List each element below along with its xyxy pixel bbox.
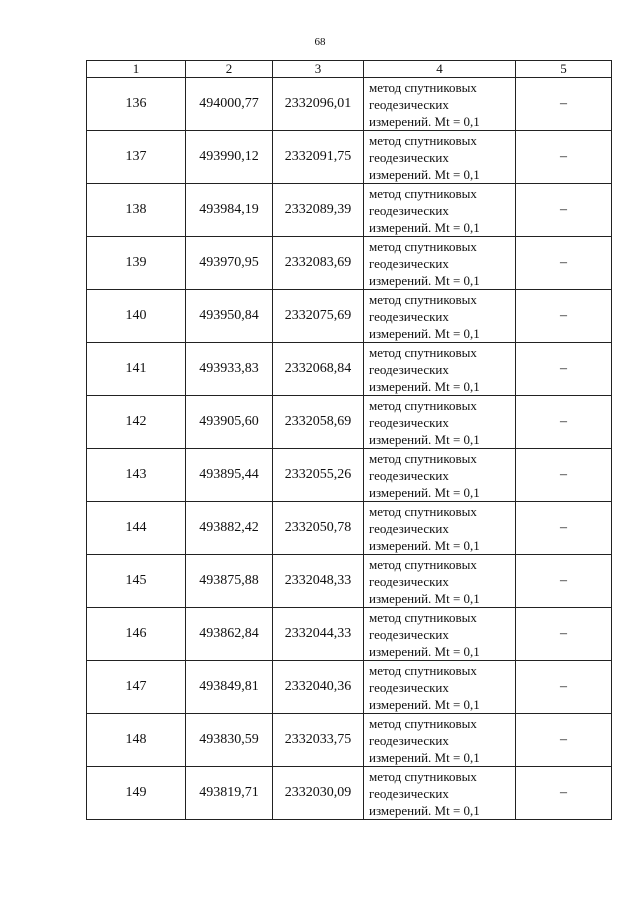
coord-y: 2332050,78 bbox=[273, 502, 364, 555]
coord-x: 493819,71 bbox=[186, 767, 273, 820]
point-number: 140 bbox=[87, 290, 186, 343]
note: – bbox=[516, 502, 612, 555]
coord-y: 2332048,33 bbox=[273, 555, 364, 608]
method-description: метод спутниковых геодезических измерений. Mt = 0,1 bbox=[364, 661, 516, 714]
point-number: 142 bbox=[87, 396, 186, 449]
table-row bbox=[87, 78, 612, 131]
table-row bbox=[87, 184, 612, 237]
table-row bbox=[87, 608, 612, 661]
coord-y: 2332075,69 bbox=[273, 290, 364, 343]
note: – bbox=[516, 78, 612, 131]
note: – bbox=[516, 449, 612, 502]
coord-y: 2332096,01 bbox=[273, 78, 364, 131]
coord-y: 2332044,33 bbox=[273, 608, 364, 661]
method-description: метод спутниковых геодезических измерений. Mt = 0,1 bbox=[364, 714, 516, 767]
note: – bbox=[516, 555, 612, 608]
note: – bbox=[516, 184, 612, 237]
header-col-4: 4 bbox=[364, 61, 516, 78]
method-description: метод спутниковых геодезических измерений. Mt = 0,1 bbox=[364, 237, 516, 290]
coord-x: 493849,81 bbox=[186, 661, 273, 714]
coord-y: 2332033,75 bbox=[273, 714, 364, 767]
coord-x: 493984,19 bbox=[186, 184, 273, 237]
coord-y: 2332089,39 bbox=[273, 184, 364, 237]
table-row bbox=[87, 343, 612, 396]
point-number: 146 bbox=[87, 608, 186, 661]
method-description: метод спутниковых геодезических измерений. Mt = 0,1 bbox=[364, 608, 516, 661]
header-col-5: 5 bbox=[516, 61, 612, 78]
coord-y: 2332055,26 bbox=[273, 449, 364, 502]
coord-x: 493875,88 bbox=[186, 555, 273, 608]
point-number: 138 bbox=[87, 184, 186, 237]
method-description: метод спутниковых геодезических измерений. Mt = 0,1 bbox=[364, 396, 516, 449]
coord-x: 493990,12 bbox=[186, 131, 273, 184]
point-number: 141 bbox=[87, 343, 186, 396]
point-number: 148 bbox=[87, 714, 186, 767]
point-number: 137 bbox=[87, 131, 186, 184]
note: – bbox=[516, 767, 612, 820]
point-number: 147 bbox=[87, 661, 186, 714]
coord-x: 493830,59 bbox=[186, 714, 273, 767]
point-number: 149 bbox=[87, 767, 186, 820]
coordinates-table bbox=[86, 60, 612, 820]
header-col-3: 3 bbox=[273, 61, 364, 78]
note: – bbox=[516, 343, 612, 396]
coord-y: 2332091,75 bbox=[273, 131, 364, 184]
table-row bbox=[87, 237, 612, 290]
coord-x: 494000,77 bbox=[186, 78, 273, 131]
header-row bbox=[87, 61, 612, 78]
table-row bbox=[87, 131, 612, 184]
note: – bbox=[516, 608, 612, 661]
coord-y: 2332030,09 bbox=[273, 767, 364, 820]
point-number: 145 bbox=[87, 555, 186, 608]
method-description: метод спутниковых геодезических измерений. Mt = 0,1 bbox=[364, 555, 516, 608]
header-col-1: 1 bbox=[87, 61, 186, 78]
method-description: метод спутниковых геодезических измерений. Mt = 0,1 bbox=[364, 449, 516, 502]
point-number: 139 bbox=[87, 237, 186, 290]
coord-y: 2332083,69 bbox=[273, 237, 364, 290]
method-description: метод спутниковых геодезических измерений. Mt = 0,1 bbox=[364, 131, 516, 184]
note: – bbox=[516, 661, 612, 714]
point-number: 143 bbox=[87, 449, 186, 502]
method-description: метод спутниковых геодезических измерений. Mt = 0,1 bbox=[364, 184, 516, 237]
coord-x: 493950,84 bbox=[186, 290, 273, 343]
method-description: метод спутниковых геодезических измерений. Mt = 0,1 bbox=[364, 343, 516, 396]
method-description: метод спутниковых геодезических измерений. Mt = 0,1 bbox=[364, 767, 516, 820]
note: – bbox=[516, 290, 612, 343]
coord-x: 493970,95 bbox=[186, 237, 273, 290]
method-description: метод спутниковых геодезических измерений. Mt = 0,1 bbox=[364, 502, 516, 555]
note: – bbox=[516, 237, 612, 290]
point-number: 136 bbox=[87, 78, 186, 131]
method-description: метод спутниковых геодезических измерений. Mt = 0,1 bbox=[364, 78, 516, 131]
coord-y: 2332068,84 bbox=[273, 343, 364, 396]
table-row bbox=[87, 290, 612, 343]
header-col-2: 2 bbox=[186, 61, 273, 78]
table-row bbox=[87, 396, 612, 449]
table-row bbox=[87, 767, 612, 820]
method-description: метод спутниковых геодезических измерений. Mt = 0,1 bbox=[364, 290, 516, 343]
coord-y: 2332040,36 bbox=[273, 661, 364, 714]
table-row bbox=[87, 714, 612, 767]
coord-x: 493882,42 bbox=[186, 502, 273, 555]
table-row bbox=[87, 502, 612, 555]
table-row bbox=[87, 449, 612, 502]
note: – bbox=[516, 714, 612, 767]
coord-x: 493933,83 bbox=[186, 343, 273, 396]
note: – bbox=[516, 131, 612, 184]
table-row bbox=[87, 661, 612, 714]
page-number: 68 bbox=[314, 36, 326, 48]
coord-x: 493895,44 bbox=[186, 449, 273, 502]
table-row bbox=[87, 555, 612, 608]
note: – bbox=[516, 396, 612, 449]
coord-y: 2332058,69 bbox=[273, 396, 364, 449]
coord-x: 493905,60 bbox=[186, 396, 273, 449]
point-number: 144 bbox=[87, 502, 186, 555]
coord-x: 493862,84 bbox=[186, 608, 273, 661]
